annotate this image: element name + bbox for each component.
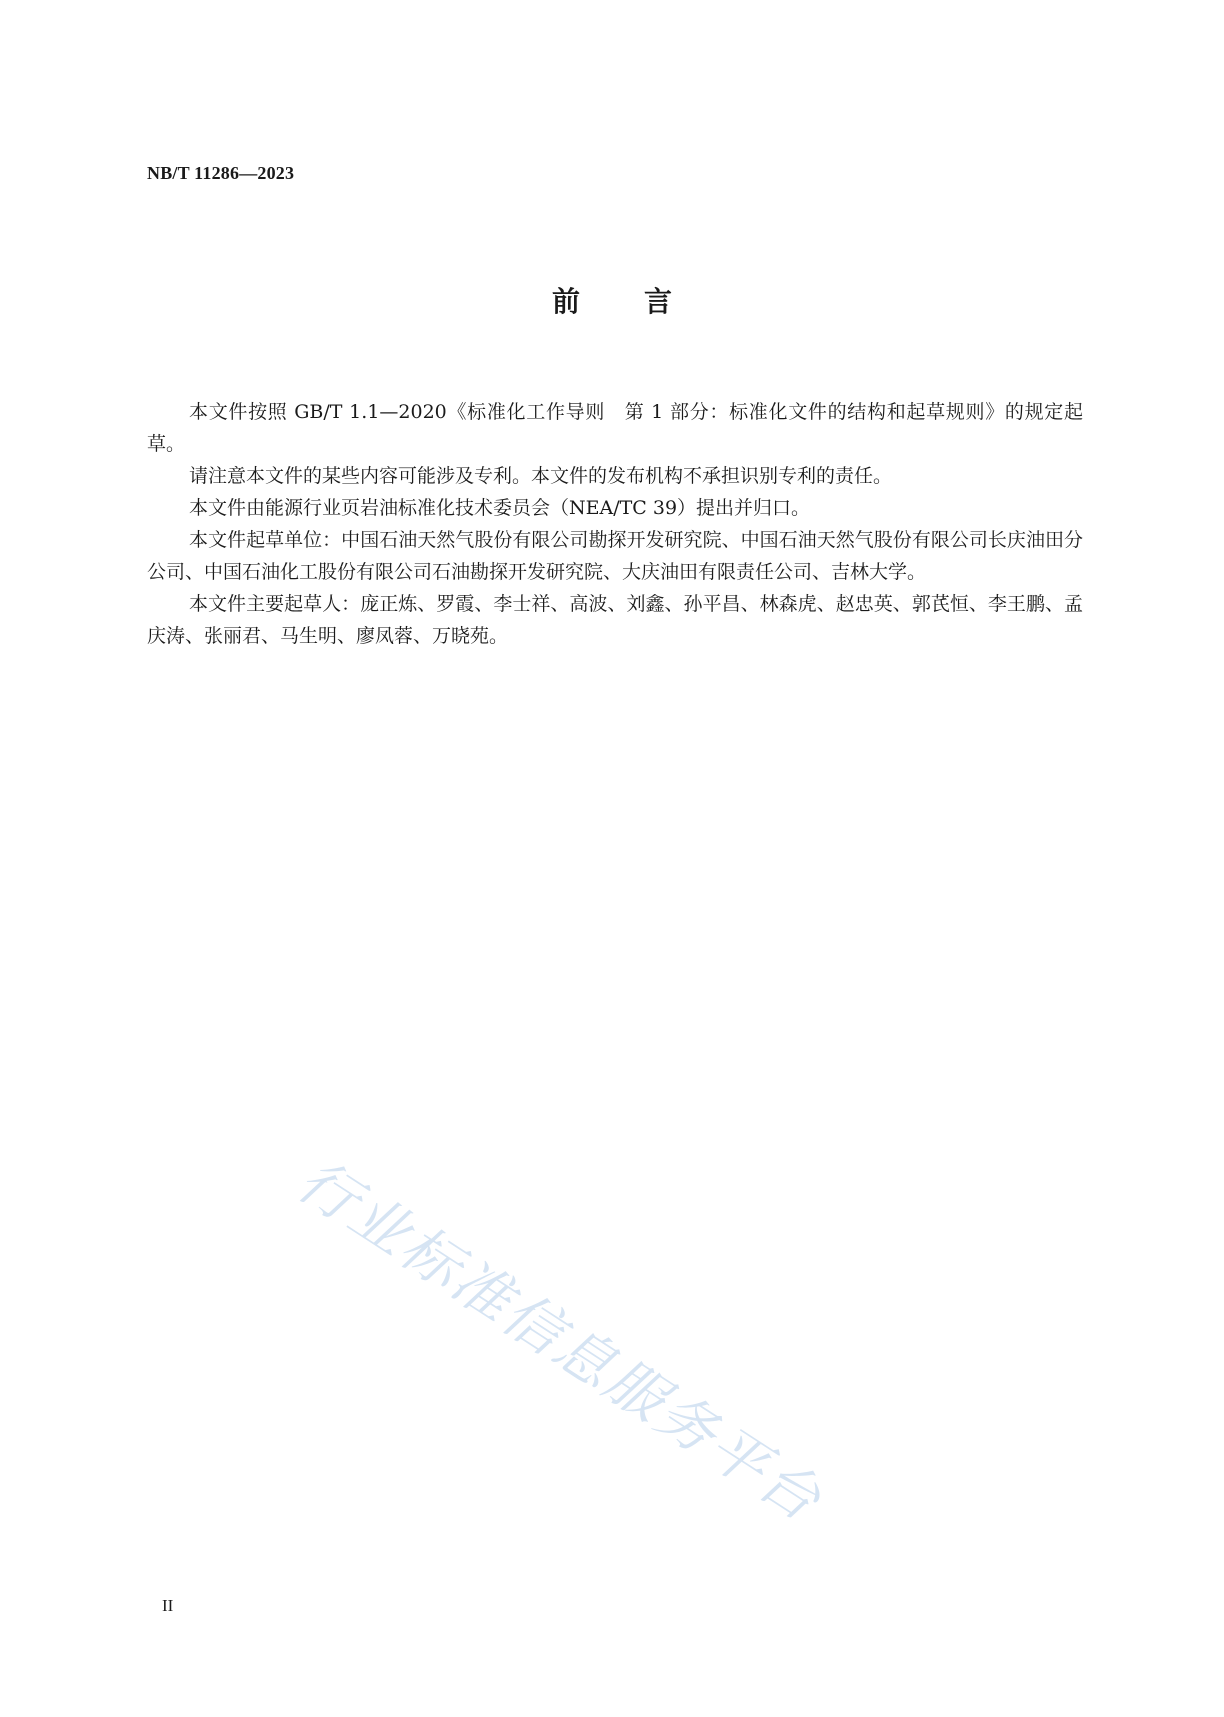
page-number: II	[162, 1596, 174, 1615]
watermark: 行业标准信息服务平台	[285, 1145, 835, 1536]
preface-body	[147, 396, 1083, 652]
paragraph-drafting-rules: 本文件按照 GB/T 1.1—2020《标准化工作导则 第 1 部分：标准化文件的结构和起草规则》的规定起草。	[147, 401, 1083, 455]
paragraph-committee: 本文件由能源行业页岩油标准化技术委员会（NEA/TC 39）提出并归口。	[189, 497, 811, 519]
paragraph-drafting-units: 本文件起草单位：中国石油天然气股份有限公司勘探开发研究院、中国石油天然气股份有限公司长庆油田分公司、中国石油化工股份有限公司石油勘探开发研究院、大庆油田有限责任公司、吉林大学。	[147, 529, 1083, 583]
title-char-1: 前	[551, 285, 580, 318]
paragraph-patent-notice: 请注意本文件的某些内容可能涉及专利。本文件的发布机构不承担识别专利的责任。	[189, 465, 893, 487]
title-char-2: 言	[644, 285, 673, 318]
paragraph-drafters: 本文件主要起草人：庞正炼、罗霞、李士祥、高波、刘鑫、孙平昌、林森虎、赵忠英、郭芪恒、李王鹏、孟庆涛、张丽君、马生明、廖凤蓉、万晓苑。	[147, 593, 1083, 647]
page-title	[0, 280, 1224, 320]
standard-number: NB/T 11286—2023	[147, 163, 295, 183]
